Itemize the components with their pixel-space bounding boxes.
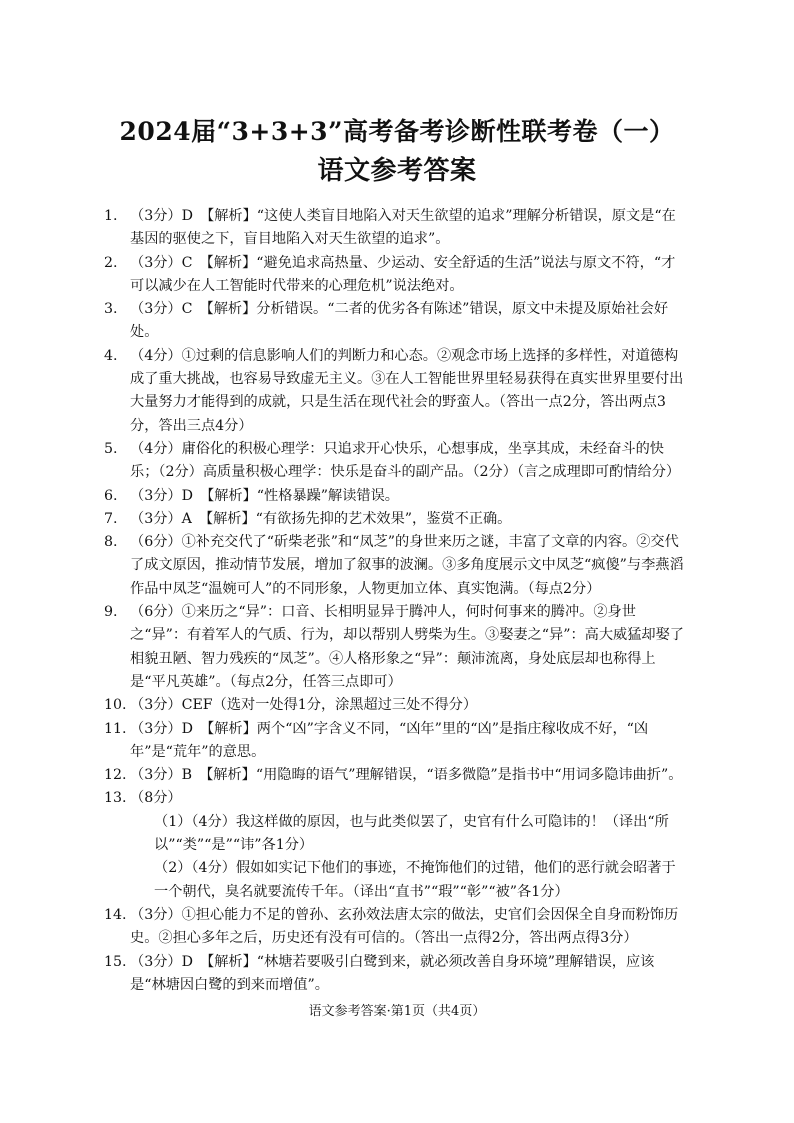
answer-number: 15. [104, 953, 127, 970]
page-footer: 语文参考答案·第1页（共4页） [308, 1004, 486, 1019]
answer-text: （3分）CEF（选对一处得1分，涂黑超过三处不得分） [130, 697, 478, 714]
answer-number: 6. [104, 487, 118, 504]
sub-answers [130, 811, 688, 904]
answer-item-12 [104, 764, 688, 787]
answer-item-11 [104, 718, 688, 765]
answer-text: （3分）D 【解析】“性格暴躁”解读错误。 [130, 487, 399, 504]
answer-item-6 [104, 485, 688, 508]
answer-text: （6分）①补充交代了“斫柴老张”和“凤芝”的身世来历之谜，丰富了文章的内容。②交代了成文原因，推动情节发展，增加了叙事的波澜。③多角度展示文中凤芝“疯傻”与李燕滔作品中凤芝“温婉可人”的不同形象，人物更加立体、真实饱满。（每点2分） [130, 534, 684, 597]
answer-number: 8. [104, 534, 118, 551]
answer-item-3 [104, 298, 688, 345]
answer-text: （3分）C 【解析】“避免追求高热量、少运动、安全舒适的生活”说法与原文不符，“才可以减少在人工智能时代带来的心理危机”说法绝对。 [130, 254, 676, 294]
answer-number: 11. [104, 720, 127, 737]
sub-answer-1: （1）（4分）我这样做的原因，也与此类似罢了，史官有什么可隐讳的！（译出“所以”“类”“是”“讳”各1分） [154, 813, 669, 854]
answer-item-1 [104, 205, 688, 252]
answer-item-15 [104, 951, 688, 998]
answer-text: （8分） [130, 790, 182, 807]
answer-item-5 [104, 438, 688, 485]
answer-item-2 [104, 252, 688, 299]
answer-item-4 [104, 345, 688, 438]
answer-number: 3. [104, 301, 118, 318]
answer-number: 4. [104, 347, 118, 364]
answer-text: （6分）①来历之“异”：口音、长相明显异于腾冲人，何时何事来的腾冲。②身世之“异”：有着军人的气质、行为，却以帮别人劈柴为生。③娶妻之“异”：高大威猛却娶了相貌丑陋、智力残疾的“凤芝”。④人格形象之“异”：颠沛流离，身处底层却也称得上是“平凡英雄”。（每点2分，任答三点即可） [130, 604, 684, 690]
answer-number: 5. [104, 440, 118, 457]
answer-number: 14. [104, 906, 127, 923]
answer-item-13 [104, 787, 688, 903]
answer-text: （3分）B 【解析】“用隐晦的语气”理解错误，“语多微隐”是指书中“用词多隐讳曲折”。 [130, 767, 683, 784]
answer-text: （4分）①过剩的信息影响人们的判断力和心态。②观念市场上选择的多样性，对道德构成了重大挑战，也容易导致虚无主义。③在人工智能世界里轻易获得在真实世界里要付出大量努力才能得到的成就，只是生活在现代社会的野蛮人。（答出一点2分，答出两点3分，答出三点4分） [130, 347, 684, 434]
answer-number: 12. [104, 767, 127, 784]
answer-number: 13. [104, 790, 127, 807]
answer-number: 1. [104, 208, 118, 224]
answer-text: （4分）庸俗化的积极心理学：只追求开心快乐，心想事成，坐享其成，未经奋斗的快乐；（2分）高质量积极心理学：快乐是奋斗的副产品。（2分）（言之成理即可酌情给分） [130, 440, 681, 481]
answer-item-8 [104, 531, 688, 601]
answer-item-7 [104, 508, 688, 531]
page-title: 2024届“3+3+3”高考备考诊断性联考卷（一） [119, 117, 675, 146]
answer-text: （3分）A 【解析】“有欲扬先抑的艺术效果”，鉴赏不正确。 [130, 510, 512, 527]
answer-text: （3分）①担心能力不足的曾孙、玄孙效法唐太宗的做法，史官们会因保全自身而粉饰历史。②担心多年之后，历史还有没有可信的。（答出一点得2分，答出两点得3分） [130, 906, 679, 947]
answer-number: 10. [104, 697, 127, 714]
answer-number: 7. [104, 510, 118, 527]
answer-item-10 [104, 694, 688, 717]
answer-number: 2. [104, 254, 118, 271]
answer-number: 9. [104, 604, 118, 621]
answer-list [104, 205, 688, 997]
answer-text: （3分）D 【解析】两个“凶”字含义不同，“凶年”里的“凶”是指庄稼收成不好，“凶年”是“荒年”的意思。 [130, 720, 649, 760]
answer-text: （3分）C 【解析】分析错误。“二者的优劣各有陈述”错误，原文中未提及原始社会好处。 [130, 301, 669, 341]
sub-answer-2: （2）（4分）假如如实记下他们的事迹，不掩饰他们的过错，他们的恶行就会昭著于一个朝代，臭名就要流传千年。（译出“直书”“瑕”“彰”“被”各1分） [154, 860, 676, 900]
answer-text: （3分）D 【解析】“林塘若要吸引白鹭到来，就必须改善自身环境”理解错误，应该是“林塘因白鹭的到来而增值”。 [130, 953, 655, 993]
answer-item-14 [104, 904, 688, 951]
answer-item-9 [104, 601, 688, 694]
page-subtitle: 语文参考答案 [317, 156, 477, 186]
answer-text: （3分）D 【解析】“这使人类盲目地陷入对天生欲望的追求”理解分析错误，原文是“在基因的驱使之下，盲目地陷入对天生欲望的追求”。 [130, 208, 676, 248]
